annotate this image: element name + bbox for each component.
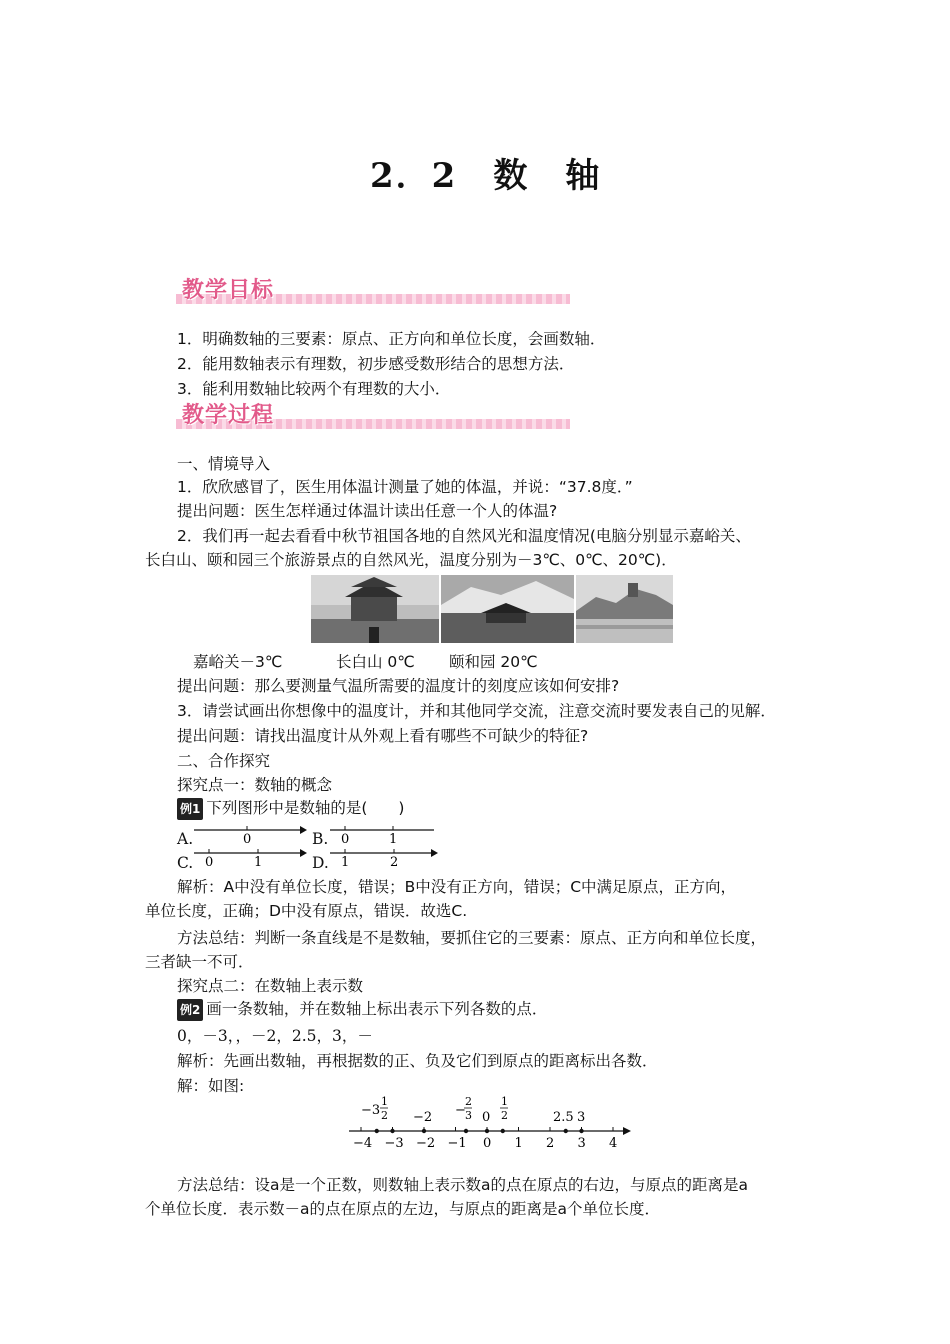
section1-p2b: 长白山、颐和园三个旅游景点的自然风光，温度分别为－3℃、0℃、20℃)． bbox=[145, 551, 677, 569]
label-neg-3-half-whole: −3 bbox=[361, 1103, 381, 1118]
axis-point bbox=[579, 1129, 583, 1133]
analysis2: 解析：先画出数轴，再根据数的正、负及它们到原点的距离标出各数． bbox=[177, 1052, 658, 1070]
process-banner-label: 教学过程 bbox=[182, 403, 275, 428]
axis-tick-label: −3 bbox=[384, 1136, 404, 1151]
label-neg-two-thirds-sign: − bbox=[455, 1103, 466, 1118]
label-neg-3-half-num: 1 bbox=[381, 1095, 388, 1108]
label-3: 3 bbox=[577, 1110, 586, 1125]
section1-heading: 一、情境导入 bbox=[177, 455, 271, 473]
method2-a: 方法总结：设a是一个正数，则数轴上表示数a的点在原点的右边，与原点的距离是a bbox=[177, 1176, 748, 1194]
label-neg-two-thirds-den: 3 bbox=[465, 1109, 472, 1122]
option-d-label: D. bbox=[312, 854, 329, 872]
solution-number-line bbox=[345, 1093, 635, 1155]
section1-q3: 提出问题：请找出温度计从外观上看有哪些不可缺少的特征? bbox=[177, 727, 589, 745]
axis-tick-label: −4 bbox=[353, 1136, 373, 1151]
example2 bbox=[177, 998, 547, 1021]
example2-badge: 例2 bbox=[177, 999, 203, 1021]
section1-q1: 提出问题：医生怎样通过体温计读出任意一个人的体温? bbox=[177, 502, 558, 520]
method2-b: 个单位长度．表示数－a的点在原点的左边，与原点的距离是a个单位长度． bbox=[145, 1200, 660, 1218]
axis-point bbox=[390, 1129, 394, 1133]
example2-text: 画一条数轴，并在数轴上标出表示下列各数的点． bbox=[206, 1000, 548, 1018]
process-banner bbox=[176, 401, 570, 431]
photo-jiayuguan bbox=[311, 575, 439, 643]
axis-point bbox=[375, 1129, 379, 1133]
section1-p3: 3．请尝试画出你想像中的温度计，并和其他同学交流，注意交流时要发表自己的见解． bbox=[177, 702, 776, 720]
method1-a: 方法总结：判断一条直线是不是数轴，要抓住它的三要素：原点、正方向和单位长度， bbox=[177, 929, 767, 947]
axis-tick-label: 4 bbox=[609, 1136, 618, 1151]
section2-heading: 二、合作探究 bbox=[177, 752, 271, 770]
goal-3: 3．能利用数轴比较两个有理数的大小． bbox=[177, 380, 451, 398]
axis-point bbox=[422, 1129, 426, 1133]
option-b-tick-1: 1 bbox=[389, 832, 398, 847]
label-half-num: 1 bbox=[501, 1095, 508, 1108]
caption-changbaishan: 长白山 0℃ bbox=[336, 653, 415, 671]
photo-yiheyuan bbox=[576, 575, 673, 643]
label-neg-3-half-den: 2 bbox=[381, 1109, 388, 1122]
option-d-axis bbox=[328, 843, 440, 873]
option-d-tick-0: 1 bbox=[341, 855, 350, 870]
method1-b: 三者缺一不可． bbox=[145, 953, 254, 971]
axis-point bbox=[501, 1129, 505, 1133]
goal-1: 1．明确数轴的三要素：原点、正方向和单位长度，会画数轴． bbox=[177, 330, 606, 348]
label-neg-two-thirds-num: 2 bbox=[465, 1095, 472, 1108]
analysis1-a: 解析：A中没有单位长度，错误；B中没有正方向，错误；C中满足原点，正方向， bbox=[177, 878, 737, 896]
option-a-tick: 0 bbox=[243, 832, 252, 847]
option-c-tick-0: 0 bbox=[205, 855, 214, 870]
goals-banner bbox=[176, 276, 570, 306]
option-c-label: C. bbox=[177, 854, 194, 872]
axis-point bbox=[485, 1129, 489, 1133]
page-title: 2．2 数 轴 bbox=[370, 156, 602, 196]
point2-heading: 探究点二：在数轴上表示数 bbox=[177, 977, 364, 995]
label-2-5: 2.5 bbox=[553, 1110, 574, 1125]
option-c-tick-1: 1 bbox=[254, 855, 263, 870]
axis-point bbox=[464, 1129, 468, 1133]
solution-label: 解：如图: bbox=[177, 1077, 245, 1095]
option-a-label: A. bbox=[177, 830, 194, 848]
goal-2: 2．能用数轴表示有理数，初步感受数形结合的思想方法． bbox=[177, 355, 575, 373]
caption-jiayuguan: 嘉峪关－3℃ bbox=[193, 653, 283, 671]
goals-banner-label: 教学目标 bbox=[182, 278, 275, 303]
section1-p2a: 2．我们再一起去看看中秋节祖国各地的自然风光和温度情况(电脑分别显示嘉峪关、 bbox=[177, 527, 751, 545]
label-neg-2: −2 bbox=[413, 1110, 433, 1125]
option-b-label: B. bbox=[312, 830, 329, 848]
axis-tick-label: −1 bbox=[447, 1136, 467, 1151]
section1-p1: 1．欣欣感冒了，医生用体温计测量了她的体温，并说：“37.8度．” bbox=[177, 478, 633, 496]
option-b-tick-0: 0 bbox=[341, 832, 350, 847]
example1-badge: 例1 bbox=[177, 798, 203, 820]
axis-point bbox=[564, 1129, 568, 1133]
example2-numbers: 0，－3，，－2，2.5，3，－ bbox=[177, 1027, 373, 1045]
option-c-axis bbox=[192, 843, 308, 873]
label-half-den: 2 bbox=[501, 1109, 508, 1122]
axis-tick-label: 1 bbox=[514, 1136, 523, 1151]
label-zero: 0 bbox=[482, 1110, 491, 1125]
analysis1-b: 单位长度，正确；D中没有原点，错误．故选C. bbox=[145, 902, 468, 920]
caption-yiheyuan: 颐和园 20℃ bbox=[449, 653, 538, 671]
axis-tick-label: 2 bbox=[546, 1136, 555, 1151]
axis-tick-label: 3 bbox=[577, 1136, 586, 1151]
example1 bbox=[177, 797, 404, 820]
axis-tick-label: −2 bbox=[416, 1136, 436, 1151]
photo-changbaishan bbox=[441, 575, 574, 643]
option-d-tick-1: 2 bbox=[390, 855, 399, 870]
section1-q2: 提出问题：那么要测量气温所需要的温度计的刻度应该如何安排? bbox=[177, 677, 620, 695]
axis-tick-label: 0 bbox=[483, 1136, 492, 1151]
example1-text: 下列图形中是数轴的是( ) bbox=[206, 799, 405, 817]
point1-heading: 探究点一：数轴的概念 bbox=[177, 776, 333, 794]
